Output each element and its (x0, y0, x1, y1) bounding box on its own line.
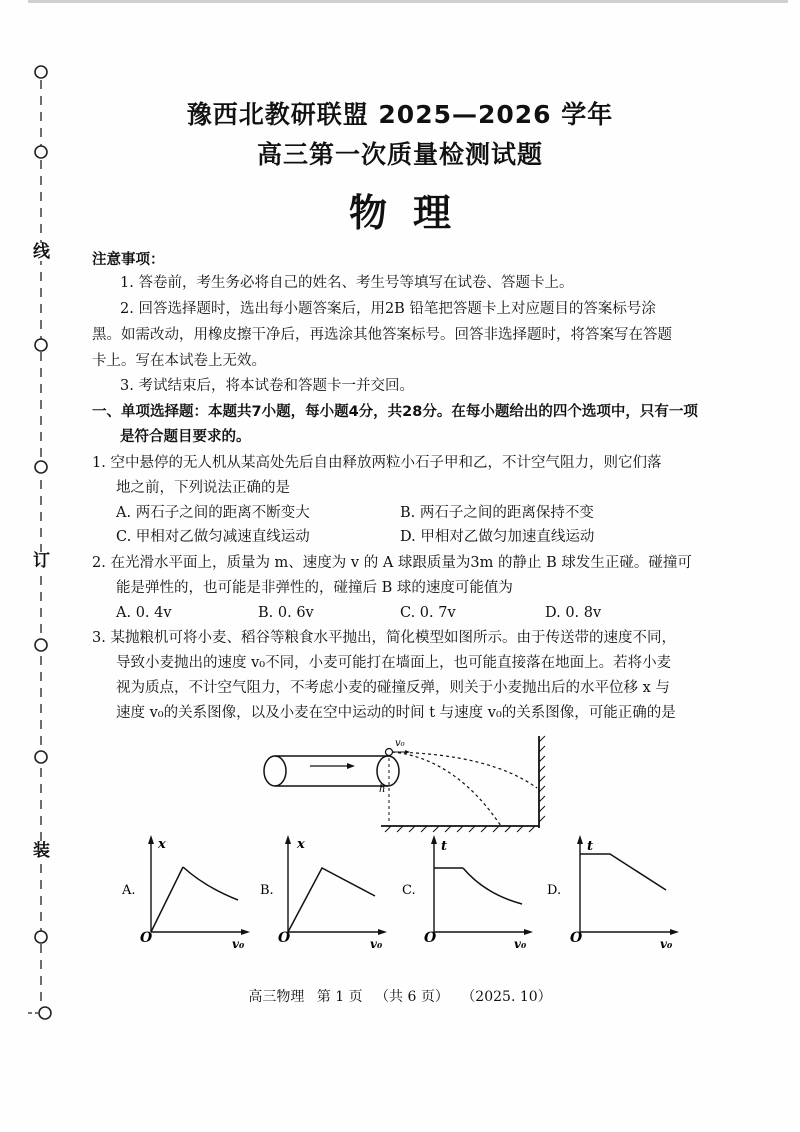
q3-option-graphs (110, 832, 690, 952)
footer-subject: 高三物理 (248, 989, 305, 1005)
graph-b-ylabel: x (297, 837, 305, 852)
q3-stem-cont: 视为质点，不计空气阻力，不考虑小麦的碰撞反弹，则关于小麦抛出后的水平位移 x 与 (116, 680, 670, 696)
footer-page: 第 1 页 (316, 989, 363, 1005)
h-label: h (379, 784, 386, 795)
graph-d-option-label: D. (547, 883, 562, 898)
q3-stem-cont: 速度 v₀的关系图像，以及小麦在空中运动的时间 t 与速度 v₀的关系图像，可能正确的是 (116, 705, 676, 721)
graph-b (260, 835, 387, 951)
q1-option-a: A. 两石子之间的距离不断变大 (116, 505, 310, 521)
graph-b-option-label: B. (260, 883, 274, 898)
graph-a-xlabel: v₀ (232, 937, 245, 951)
notice-line: 3. 考试结束后，将本试卷和答题卡一并交回。 (120, 378, 414, 394)
exam-title-line1: 豫西北教研联盟 2025—2026 学年 (186, 100, 614, 129)
footer-date: （2025. 10） (461, 989, 552, 1005)
q2-option-a: A. 0. 4v (116, 605, 172, 621)
graph-c-option-label: C. (402, 883, 416, 898)
q3-stem-cont: 导致小麦抛出的速度 v₀不同，小麦可能打在墙面上，也可能直接落在地面上。若将小麦 (116, 655, 672, 671)
q3-stem: 3. 某抛粮机可将小麦、稻谷等粮食水平抛出，简化模型如图所示。由于传送带的速度不同， (92, 630, 676, 646)
graph-a-option-label: A. (122, 883, 136, 898)
graph-c-ylabel: t (441, 839, 448, 854)
notice-line: 黑。如需改动，用橡皮擦干净后，再选涂其他答案标号。回答非选择题时，将答案写在答题 (92, 327, 672, 343)
q2-stem-cont: 能是弹性的，也可能是非弹性的，碰撞后 B 球的速度可能值为 (116, 580, 513, 596)
v0-label: v₀ (395, 738, 405, 749)
binding-hole (39, 1007, 51, 1019)
q1-option-c: C. 甲相对乙做匀减速直线运动 (116, 529, 310, 545)
binding-hole (35, 639, 47, 651)
q1-option-d: D. 甲相对乙做匀加速直线运动 (400, 529, 595, 545)
subject-title: 物理 (348, 191, 477, 235)
q1-stem-cont: 地之前，下列说法正确的是 (116, 480, 290, 496)
graph-b-origin: O (278, 930, 291, 946)
side-label-xian: 线 (33, 242, 50, 262)
graph-c (402, 835, 533, 951)
q2-option-c: C. 0. 7v (400, 605, 456, 621)
graph-c-xlabel: v₀ (514, 937, 527, 951)
notice-line: 2. 回答选择题时，选出每小题答案后，用2B 铅笔把答题卡上对应题目的答案标号涂 (120, 301, 656, 317)
graph-d-ylabel: t (587, 839, 594, 854)
binding-hole (35, 66, 47, 78)
q1-option-b: B. 两石子之间的距离保持不变 (400, 505, 594, 521)
notice-heading: 注意事项： (92, 252, 165, 268)
notice-line: 卡上。写在本试卷上无效。 (92, 353, 266, 369)
section-heading-cont: 是符合题目要求的。 (120, 429, 251, 445)
binding-hole (35, 339, 47, 351)
q2-option-b: B. 0. 6v (258, 605, 314, 621)
notice-line: 1. 答卷前，考生务必将自己的姓名、考生号等填写在试卷、答题卡上。 (120, 275, 574, 291)
exam-title-line2: 高三第一次质量检测试题 (256, 140, 543, 169)
graph-b-xlabel: v₀ (370, 937, 383, 951)
q2-stem: 2. 在光滑水平面上，质量为 m、速度为 v 的 A 球跟质量为3m 的静止 B 球发生正碰。碰撞可 (92, 555, 692, 571)
graph-d (547, 835, 679, 951)
page-footer (0, 986, 800, 1006)
footer-total: （共 6 页） (375, 989, 449, 1005)
graph-a-ylabel: x (158, 837, 166, 852)
binding-hole (35, 931, 47, 943)
q2-option-d: D. 0. 8v (545, 605, 602, 621)
scan-top-edge (28, 0, 788, 3)
side-label-zhuang: 装 (33, 841, 50, 861)
graph-d-origin: O (570, 930, 583, 946)
section-heading: 一、单项选择题：本题共7小题，每小题4分，共28分。在每小题给出的四个选项中，只有一项 (92, 404, 698, 420)
graph-a-origin: O (140, 930, 153, 946)
side-label-ding: 订 (33, 551, 50, 571)
q1-stem: 1. 空中悬停的无人机从某高处先后自由释放两粒小石子甲和乙，不计空气阻力，则它们落 (92, 455, 662, 471)
q3-apparatus-figure (255, 728, 555, 833)
binding-hole (35, 751, 47, 763)
graph-a (121, 835, 250, 951)
binding-hole (35, 461, 47, 473)
graph-c-origin: O (424, 930, 437, 946)
graph-d-xlabel: v₀ (660, 937, 673, 951)
